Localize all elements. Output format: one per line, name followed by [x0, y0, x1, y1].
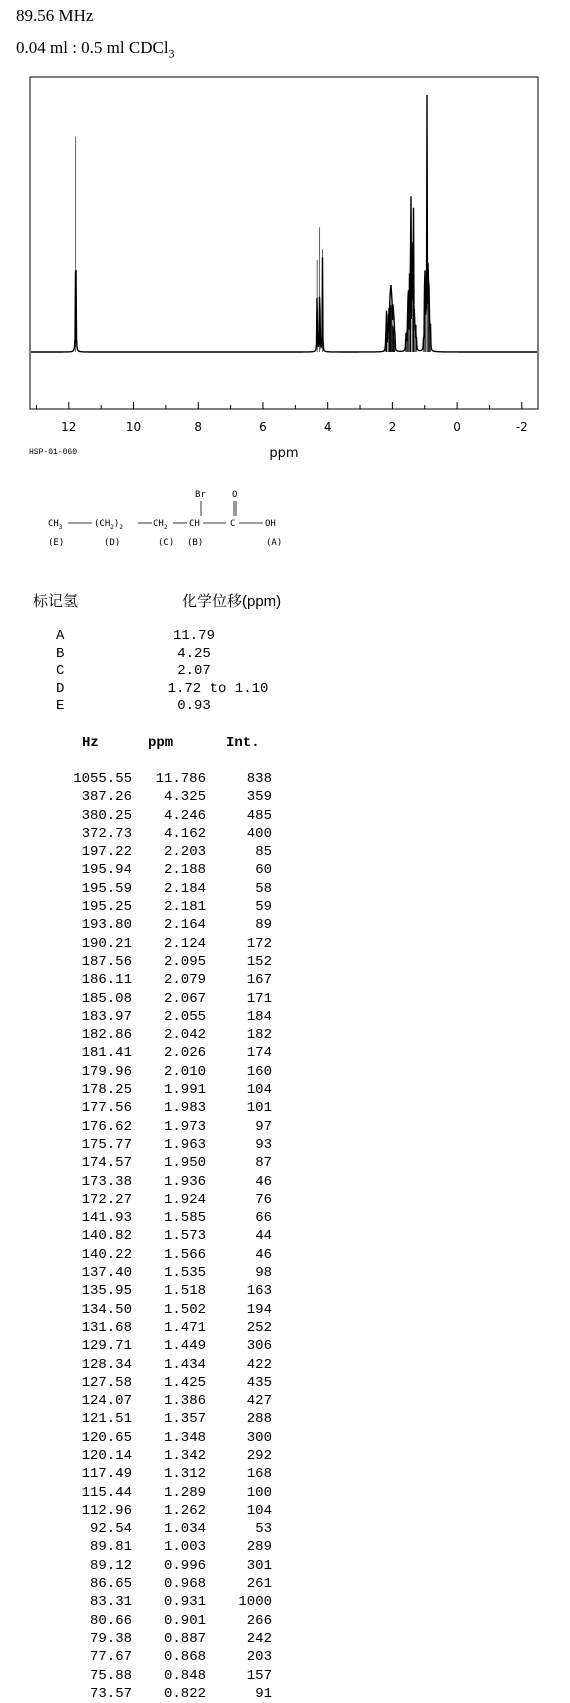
- peak-row: [60, 1246, 290, 1264]
- header-hz: Hz: [82, 735, 99, 751]
- peak-ppm: 2.067: [163, 990, 206, 1007]
- peak-intensity: 266: [246, 1612, 272, 1629]
- peak-intensity: 289: [246, 1539, 272, 1556]
- peak-intensity: 1000: [238, 1594, 272, 1611]
- peak-hz: 112.96: [81, 1502, 132, 1519]
- peak-intensity: 87: [255, 1155, 272, 1172]
- peak-hz: 179.96: [81, 1063, 132, 1080]
- peak-table-header: [58, 735, 278, 753]
- x-tick-label: 8: [194, 420, 203, 434]
- shift-row: [56, 646, 316, 664]
- peak-hz: 115.44: [81, 1484, 132, 1501]
- peak-row: [60, 1630, 290, 1648]
- peak-row: [60, 1667, 290, 1685]
- peak-row: [60, 1136, 290, 1154]
- peak-hz: 124.07: [81, 1393, 132, 1410]
- structure-ch3: [48, 519, 63, 531]
- peak-hz: 120.65: [81, 1429, 132, 1446]
- peak-intensity: 435: [246, 1374, 272, 1391]
- peak-hz: 372.73: [81, 825, 132, 842]
- peak-ppm: 1.936: [163, 1173, 206, 1190]
- peak-ppm: 1.963: [163, 1136, 206, 1153]
- structure-label-d: (D): [104, 538, 121, 548]
- peak-ppm: 1.348: [163, 1429, 206, 1446]
- sample-text: 0.04 ml : 0.5 ml CDCl: [16, 38, 169, 57]
- peak-row: [60, 1502, 290, 1520]
- spectrometer-frequency: 89.56 MHz: [16, 6, 94, 25]
- peak-ppm: 1.289: [163, 1484, 206, 1501]
- peak-row: [60, 1557, 290, 1575]
- peak-row: [60, 1173, 290, 1191]
- peak-hz: 380.25: [81, 807, 132, 824]
- peak-row: [60, 1209, 290, 1227]
- shift-value: 11.79: [172, 628, 215, 644]
- peak-hz: 173.38: [81, 1173, 132, 1190]
- peak-ppm: 1.924: [163, 1191, 206, 1208]
- peak-intensity: 89: [255, 917, 272, 934]
- peak-intensity: 288: [246, 1411, 272, 1428]
- header-int: Int.: [226, 735, 260, 751]
- structure-label-a: (A): [266, 538, 283, 548]
- peak-hz: 140.82: [81, 1228, 132, 1245]
- peak-row: [60, 916, 290, 934]
- peak-intensity: 485: [246, 807, 272, 824]
- peak-intensity: 422: [246, 1356, 272, 1373]
- peak-row: [60, 1612, 290, 1630]
- peak-ppm: 4.325: [163, 789, 206, 806]
- peak-intensity: 242: [246, 1630, 272, 1647]
- peak-intensity: 203: [246, 1649, 272, 1666]
- shift-assignment-table: [56, 628, 316, 716]
- peak-ppm: 1.434: [163, 1356, 206, 1373]
- peak-ppm: 2.055: [163, 1008, 206, 1025]
- peak-ppm: 1.585: [163, 1210, 206, 1227]
- peak-ppm: 2.184: [163, 880, 206, 897]
- shift-value: 1.72 to 1.10: [167, 680, 269, 697]
- spectrum-trace-group: [31, 95, 537, 352]
- peak-hz: 131.68: [81, 1319, 132, 1336]
- peak-row: [60, 1337, 290, 1355]
- peak-ppm: 2.026: [163, 1045, 206, 1062]
- peak-hz: 121.51: [81, 1411, 132, 1428]
- peak-hz: 185.08: [81, 990, 132, 1007]
- peak-intensity: 59: [255, 899, 272, 916]
- peak-ppm: 1.449: [163, 1338, 206, 1355]
- peak-ppm: 0.901: [163, 1612, 206, 1629]
- peak-hz: 187.56: [81, 953, 132, 970]
- peak-row: [60, 1374, 290, 1392]
- peak-ppm: 0.868: [163, 1649, 206, 1666]
- peak-hz: 176.62: [81, 1118, 132, 1135]
- peak-row: [60, 843, 290, 861]
- peak-row: [60, 1063, 290, 1081]
- nmr-spectrum-chart: [0, 70, 570, 470]
- peak-row: [60, 1319, 290, 1337]
- peak-hz: 175.77: [81, 1136, 132, 1153]
- peak-intensity: 182: [246, 1027, 272, 1044]
- peak-intensity: 838: [246, 771, 272, 787]
- shift-row: [56, 681, 316, 699]
- peak-intensity: 44: [255, 1228, 272, 1245]
- peak-hz: 83.31: [89, 1594, 132, 1611]
- peak-row: [60, 1227, 290, 1245]
- peak-hz: 117.49: [81, 1466, 132, 1483]
- peak-hz: 172.27: [81, 1191, 132, 1208]
- structure-ch2n-text: (CH: [94, 519, 111, 529]
- shift-label: A: [56, 628, 65, 644]
- peak-intensity: 100: [246, 1484, 272, 1501]
- peak-row: [60, 1410, 290, 1428]
- peak-ppm: 0.968: [163, 1576, 206, 1593]
- structure-ch: CH: [189, 519, 200, 529]
- peak-row: [60, 971, 290, 989]
- peak-ppm: 1.034: [163, 1521, 206, 1538]
- peak-row: [60, 1154, 290, 1172]
- peak-ppm: 1.312: [163, 1466, 206, 1483]
- peak-intensity: 46: [255, 1246, 272, 1263]
- peak-ppm: 0.996: [163, 1557, 206, 1574]
- peak-row: [60, 1044, 290, 1062]
- x-tick-label: 10: [125, 420, 142, 434]
- peak-ppm: 0.931: [163, 1594, 206, 1611]
- x-axis-ticks: [36, 402, 527, 434]
- spectrum-trace: [31, 95, 537, 352]
- structure-c: C: [230, 519, 236, 529]
- structure-ch2n-n: 2: [119, 524, 123, 531]
- peak-hz: 127.58: [81, 1374, 132, 1391]
- peak-intensity: 157: [246, 1667, 272, 1684]
- peak-row: [60, 898, 290, 916]
- x-tick-label: 2: [388, 420, 397, 434]
- peak-ppm: 1.983: [163, 1100, 206, 1117]
- peak-intensity: 167: [246, 972, 272, 989]
- peak-intensity: 152: [246, 953, 272, 970]
- peak-hz: 129.71: [81, 1338, 132, 1355]
- peak-ppm: 1.502: [163, 1301, 206, 1318]
- peak-ppm: 1.003: [163, 1539, 206, 1556]
- peak-row: [60, 1191, 290, 1209]
- peak-hz: 120.14: [81, 1447, 132, 1464]
- peak-ppm: 2.124: [163, 935, 206, 952]
- peak-ppm: 1.566: [163, 1246, 206, 1263]
- peak-intensity: 46: [255, 1173, 272, 1190]
- x-tick-label: -2: [515, 420, 528, 434]
- peak-hz: 174.57: [81, 1155, 132, 1172]
- peak-intensity: 252: [246, 1319, 272, 1336]
- peak-row: [60, 1026, 290, 1044]
- structure-ch2n-close: ): [113, 519, 120, 529]
- peak-intensity: 427: [246, 1393, 272, 1410]
- peak-hz: 79.38: [89, 1630, 132, 1647]
- peak-ppm: 11.786: [155, 771, 206, 787]
- peak-row: [60, 1593, 290, 1611]
- peak-row: [60, 953, 290, 971]
- peak-hz: 141.93: [81, 1210, 132, 1227]
- peak-intensity: 160: [246, 1063, 272, 1080]
- x-tick-label: 12: [61, 420, 77, 434]
- shift-label: D: [56, 680, 65, 697]
- peak-hz: 177.56: [81, 1100, 132, 1117]
- structure-o: O: [232, 490, 238, 500]
- structure-label-e: (E): [48, 538, 65, 548]
- structure-ch2n: [94, 519, 123, 531]
- peak-intensity: 261: [246, 1576, 272, 1593]
- peak-row: [60, 1465, 290, 1483]
- shift-label: C: [56, 663, 65, 680]
- plot-frame: [30, 77, 538, 409]
- shift-table-header: [33, 590, 333, 612]
- peak-ppm: 1.471: [163, 1319, 206, 1336]
- peak-hz: 195.94: [81, 862, 132, 879]
- peak-intensity: 53: [255, 1521, 272, 1538]
- peak-row: [60, 1520, 290, 1538]
- peak-ppm: 2.181: [163, 899, 206, 916]
- peak-intensity: 306: [246, 1338, 272, 1355]
- peak-row: [60, 1118, 290, 1136]
- peak-hz: 186.11: [81, 972, 132, 989]
- peak-hz: 197.22: [81, 844, 132, 861]
- peak-intensity: 58: [255, 880, 272, 897]
- peak-row: [60, 1648, 290, 1666]
- peak-ppm: 2.203: [163, 844, 206, 861]
- structure-label-c: (C): [158, 538, 175, 548]
- peak-row: [60, 1282, 290, 1300]
- peak-ppm: 0.848: [163, 1667, 206, 1684]
- peak-row: [60, 1484, 290, 1502]
- peak-intensity: 400: [246, 825, 272, 842]
- structure-label-b: (B): [187, 538, 204, 548]
- peak-intensity: 97: [255, 1118, 272, 1135]
- spectrum-code: HSP-01-060: [29, 448, 78, 457]
- peak-hz: 182.86: [81, 1027, 132, 1044]
- peak-hz: 73.57: [89, 1685, 132, 1702]
- peak-hz: 77.67: [89, 1649, 132, 1666]
- peak-row: [60, 990, 290, 1008]
- x-tick-label: 6: [259, 420, 267, 434]
- peak-ppm: 0.822: [163, 1685, 206, 1702]
- peak-row: [60, 1685, 290, 1703]
- peak-intensity: 163: [246, 1283, 272, 1300]
- peak-intensity: 168: [246, 1466, 272, 1483]
- peak-ppm: 4.162: [163, 825, 206, 842]
- header-ppm: ppm: [148, 735, 174, 751]
- peak-intensity: 91: [255, 1685, 272, 1702]
- shift-row: [56, 698, 316, 716]
- shift-value: 4.25: [177, 645, 211, 662]
- peak-intensity: 171: [246, 990, 272, 1007]
- structure-ch3-text: CH: [48, 519, 59, 529]
- peak-hz: 1055.55: [73, 771, 132, 787]
- peak-row: [60, 1429, 290, 1447]
- peak-hz: 86.65: [89, 1576, 132, 1593]
- peak-ppm: 1.425: [163, 1374, 206, 1391]
- structure-oh: OH: [265, 519, 276, 529]
- peak-row: [60, 1575, 290, 1593]
- x-tick-label: 4: [323, 420, 332, 434]
- peak-hz: 195.25: [81, 899, 132, 916]
- peak-hz: 190.21: [81, 935, 132, 952]
- peak-row: [60, 1538, 290, 1556]
- peak-hz: 183.97: [81, 1008, 132, 1025]
- peak-row: [60, 1264, 290, 1282]
- peak-ppm: 2.164: [163, 917, 206, 934]
- peak-intensity: 101: [246, 1100, 272, 1117]
- peak-hz: 140.22: [81, 1246, 132, 1263]
- peak-row: [60, 1356, 290, 1374]
- peak-intensity: 194: [246, 1301, 272, 1318]
- peak-intensity: 172: [246, 935, 272, 952]
- peak-hz: 75.88: [89, 1667, 132, 1684]
- peak-ppm: 4.246: [163, 807, 206, 824]
- sample-subscript: 3: [168, 46, 175, 61]
- peak-intensity: 104: [246, 1502, 272, 1519]
- peak-hz: 137.40: [81, 1265, 132, 1282]
- peak-hz: 80.66: [89, 1612, 132, 1629]
- peak-intensity: 300: [246, 1429, 272, 1446]
- shift-value: 0.93: [177, 698, 211, 715]
- peak-row: [60, 1099, 290, 1117]
- peak-row: [60, 1081, 290, 1099]
- peak-list-table: [60, 770, 290, 1703]
- peak-intensity: 93: [255, 1136, 272, 1153]
- peak-row: [60, 1008, 290, 1026]
- peak-hz: 89.12: [89, 1557, 132, 1574]
- structure-diagram: [40, 485, 300, 555]
- peak-ppm: 1.573: [163, 1228, 206, 1245]
- peak-intensity: 85: [255, 844, 272, 861]
- peak-ppm: 2.079: [163, 972, 206, 989]
- peak-hz: 135.95: [81, 1283, 132, 1300]
- peak-ppm: 1.386: [163, 1393, 206, 1410]
- peak-row: [60, 1392, 290, 1410]
- peak-intensity: 174: [246, 1045, 272, 1062]
- peak-intensity: 60: [255, 862, 272, 879]
- structure-br: Br: [195, 490, 206, 500]
- structure-ch2: [153, 519, 168, 531]
- peak-ppm: 0.887: [163, 1630, 206, 1647]
- peak-ppm: 1.262: [163, 1502, 206, 1519]
- peak-row: [60, 1447, 290, 1465]
- peak-ppm: 2.188: [163, 862, 206, 879]
- shift-row: [56, 663, 316, 681]
- peak-ppm: 1.535: [163, 1265, 206, 1282]
- header-chemical-shift: 化学位移(ppm): [182, 593, 282, 610]
- peak-ppm: 2.095: [163, 953, 206, 970]
- peak-ppm: 1.950: [163, 1155, 206, 1172]
- peak-hz: 134.50: [81, 1301, 132, 1318]
- peak-hz: 89.81: [89, 1539, 132, 1556]
- shift-label: E: [56, 698, 65, 715]
- peak-row: [60, 935, 290, 953]
- peak-hz: 128.34: [81, 1356, 132, 1373]
- peak-intensity: 98: [255, 1265, 272, 1282]
- peak-ppm: 1.357: [163, 1411, 206, 1428]
- peak-row: [60, 807, 290, 825]
- peak-hz: 193.80: [81, 917, 132, 934]
- structure-ch2n-sub: 2: [110, 524, 114, 531]
- peak-row: [60, 825, 290, 843]
- peak-row: [60, 770, 290, 788]
- peak-ppm: 1.991: [163, 1082, 206, 1099]
- peak-ppm: 1.518: [163, 1283, 206, 1300]
- x-axis-label: ppm: [269, 446, 299, 461]
- peak-hz: 178.25: [81, 1082, 132, 1099]
- peak-hz: 195.59: [81, 880, 132, 897]
- peak-intensity: 184: [246, 1008, 272, 1025]
- structure-ch2-text: CH: [153, 519, 164, 529]
- peak-intensity: 76: [255, 1191, 272, 1208]
- structure-ch2-sub: 2: [163, 524, 168, 531]
- shift-value: 2.07: [177, 663, 211, 680]
- peak-intensity: 292: [246, 1447, 272, 1464]
- structure-ch3-sub: 3: [58, 524, 63, 531]
- peak-ppm: 1.973: [163, 1118, 206, 1135]
- peak-intensity: 104: [246, 1082, 272, 1099]
- shift-label: B: [56, 645, 65, 662]
- peak-intensity: 301: [246, 1557, 272, 1574]
- peak-intensity: 359: [246, 789, 272, 806]
- peak-hz: 181.41: [81, 1045, 132, 1062]
- peak-row: [60, 1301, 290, 1319]
- peak-row: [60, 788, 290, 806]
- peak-ppm: 2.042: [163, 1027, 206, 1044]
- peak-ppm: 2.010: [163, 1063, 206, 1080]
- x-tick-label: 0: [453, 420, 461, 434]
- sample-concentration: [16, 38, 175, 61]
- peak-ppm: 1.342: [163, 1447, 206, 1464]
- peak-row: [60, 880, 290, 898]
- peak-hz: 92.54: [89, 1521, 132, 1538]
- peak-row: [60, 861, 290, 879]
- shift-row: [56, 628, 316, 646]
- header-proton-label: 标记氢: [33, 593, 79, 610]
- peak-intensity: 66: [255, 1210, 272, 1227]
- peak-hz: 387.26: [81, 789, 132, 806]
